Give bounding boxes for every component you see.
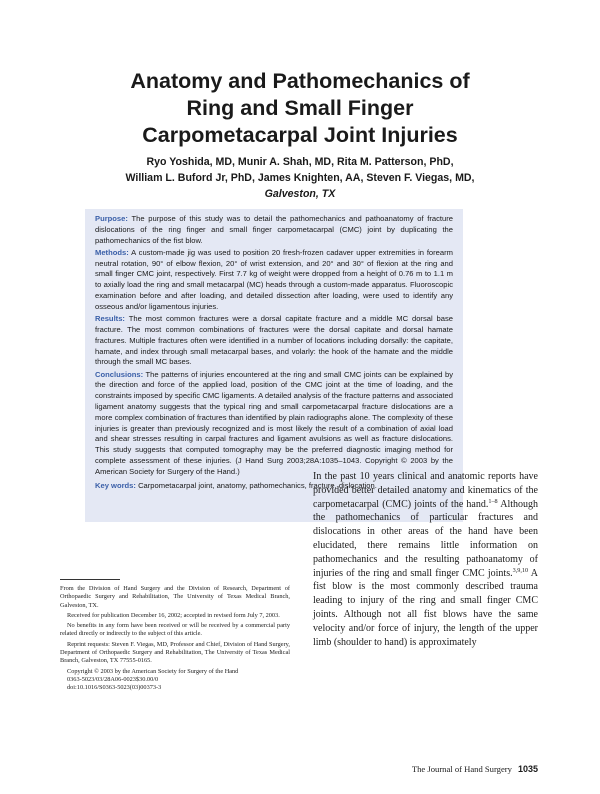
conclusions-heading: Conclusions: bbox=[95, 369, 144, 379]
journal-name: The Journal of Hand Surgery bbox=[411, 764, 512, 774]
body-paragraph bbox=[313, 470, 538, 649]
citation-ref-1: 1–8 bbox=[488, 497, 498, 505]
keywords-text: Carpometacarpal joint, anatomy, pathomechanics, fracture, dislocation. bbox=[138, 480, 377, 490]
abstract-conclusions bbox=[95, 370, 453, 478]
methods-text: A custom-made jig was used to position 20 fresh-frozen cadaver upper extremities in forearm neutral rotation, 90° of elbow flexion, 20° of wrist extension, and 20° and 30° of flexion at the ring and small finger CMC joint, respectively. First 7.7 kg of weight were dropped from a height of 0.76 m to 1.1 m to axially load the ring and small metacarpal (MC) heads through a custom-made apparatus. Fluoroscopic examination before and after loading, and detailed dissection after loading, were used to identify any osseous and/or ligamentous injuries. bbox=[95, 247, 453, 311]
title-line-2: Ring and Small Finger bbox=[186, 96, 414, 120]
footnote-copyright: Copyright © 2003 by the American Society for Surgery of the Hand bbox=[67, 667, 239, 675]
footnote-benefits: No benefits in any form have been received or will be received by a commercial party related directly or indirectly to the subject of this article. bbox=[60, 622, 290, 638]
title-line-1: Anatomy and Pathomechanics of bbox=[130, 69, 470, 93]
title-line-3: Carpometacarpal Joint Injuries bbox=[142, 123, 458, 147]
footnote-reprint: Reprint requests: Steven F. Viegas, MD, Professor and Chief, Division of Hand Surgery, Department of Orthopaedic Surgery and Rehabilitation, The University of Texas Medical Branch, Galveston, TX 77555-0165. bbox=[60, 640, 290, 665]
footnote-affiliation: From the Division of Hand Surgery and the Division of Research, Department of Orthopaedic Surgery and Rehabilitation, The University of Texas Medical Branch, Galveston, TX. bbox=[60, 585, 290, 609]
authors-line-1: Ryo Yoshida, MD, Munir A. Shah, MD, Rita M. Patterson, PhD, bbox=[146, 156, 454, 168]
author-list bbox=[60, 154, 540, 202]
article-title bbox=[60, 68, 540, 149]
purpose-heading: Purpose: bbox=[95, 214, 128, 223]
citation-ref-2: 3,9,10 bbox=[512, 566, 529, 574]
conclusions-text: The patterns of injuries encountered at the ring and small CMC joints can be explained by the direction and force of the applied load, position of the CMC joint at the time of loading, and the constraints imposed by specific CMC ligaments. A detailed analysis of the fracture patterns and associated ligament anatomy suggests that the typical ring and small carpometacarpal fracture dislocations are a more complex combination of fractures than identified by plain radiographs alone. The complexity of these injuries is greater than previously recognized and is most likely the result of a combination of axial load and shear stresses resulting in carpal fractures and ligament avulsions as well as fracture dislocations. This study suggests that computed tomography may be the preferred diagnostic imaging method for complete assessment of these injuries. (J Hand Surg 2003;28A:1035–1043. Copyright © 2003 by the American Society for Surgery of the Hand.) bbox=[95, 369, 453, 476]
page-footer bbox=[412, 764, 538, 774]
purpose-text: The purpose of this study was to detail the pathomechanics and pathoanatomy of fracture dislocations of the ring finger and small finger carpometacarpal (CMC) joint by duplicating the pathomechanics of the fist blow. bbox=[95, 214, 453, 245]
results-heading: Results: bbox=[95, 314, 125, 324]
abstract-methods bbox=[95, 248, 453, 313]
methods-heading: Methods: bbox=[95, 247, 129, 257]
footnote-doi: doi:10.1016/S0363-5023(03)00373-3 bbox=[67, 684, 162, 692]
footnotes bbox=[60, 585, 290, 693]
authors-line-2: William L. Buford Jr, PhD, James Knighten, AA, Steven F. Viegas, MD, bbox=[125, 172, 475, 184]
keywords-heading: Key words: bbox=[95, 480, 136, 490]
abstract-results bbox=[95, 314, 453, 368]
body-column bbox=[313, 470, 538, 649]
body-text-part-1: In the past 10 years clinical and anatomic reports have provided better detailed anatomy and kinematics of the carpometacarpal (CMC) joints of the hand. bbox=[313, 471, 538, 510]
results-text: The most common fractures were a dorsal capitate fracture and a middle MC dorsal base fracture. The most common combinations of fractures were the dorsal capitate and dorsal hamate fractures. Multiple fractures often were identified in a number of locations including dorsally: the capitate, hamate, and index through small metacarpal bases, and volarly: the hook of the hamate and the middle through the small MC bases. bbox=[95, 314, 453, 367]
author-location: Galveston, TX bbox=[264, 188, 336, 200]
footnote-divider bbox=[60, 579, 120, 580]
page-number: 1035 bbox=[517, 764, 538, 774]
footnote-issn: 0363-5023/03/28A06-0023$30.00/0 bbox=[67, 675, 159, 683]
body-text-part-2: Although the pathomechanics of particular fractures and dislocations in other areas of the hand have been elucidated, there remains little information on pathomechanics and the resulting pathoanatomy of injuries of the ring and small finger CMC joints. bbox=[313, 498, 539, 579]
abstract-purpose bbox=[95, 214, 453, 246]
footnote-received: Received for publication December 16, 2002; accepted in revised form July 7, 2003. bbox=[67, 611, 280, 619]
body-text-part-3: A fist blow is the most commonly described trauma leading to injury of the ring and small finger CMC joints. Although not all fist blows have the same velocity and/or force of injury, the length of the upper limb (shoulder to hand) is approximately bbox=[313, 567, 538, 648]
